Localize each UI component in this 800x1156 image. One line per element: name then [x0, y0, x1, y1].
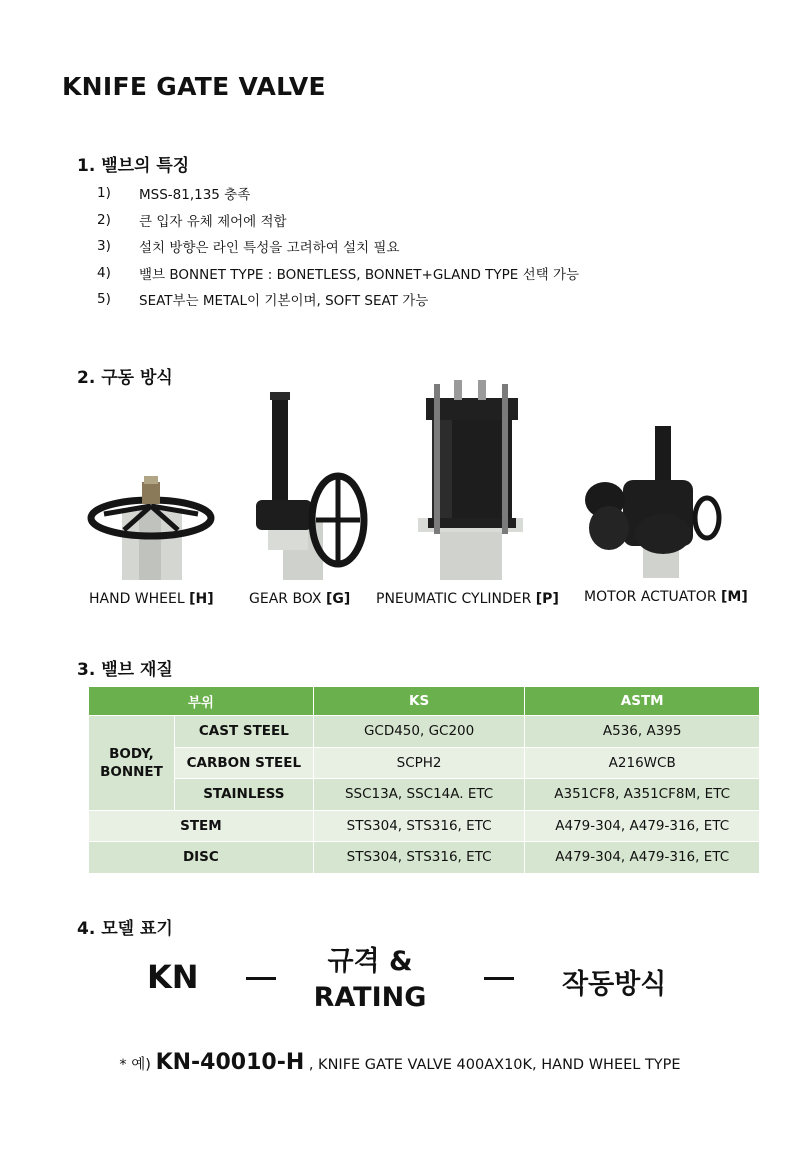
- actuator-name: HAND WHEEL: [89, 591, 185, 607]
- motor-actuator-image: [583, 424, 723, 578]
- list-item: [97, 180, 579, 207]
- rating-line2: RATING: [313, 982, 427, 1013]
- astm-cell: A536, A395: [525, 716, 760, 748]
- example-prefix: * 예): [119, 1057, 151, 1073]
- pneumatic-cylinder-image: [418, 380, 523, 580]
- header-ks: KS: [313, 687, 525, 716]
- table-row: [89, 747, 760, 779]
- astm-cell: A351CF8, A351CF8M, ETC: [525, 779, 760, 811]
- actuator-name: PNEUMATIC CYLINDER: [376, 591, 532, 607]
- table-row: [89, 842, 760, 874]
- actuator-label-pneumatic-cylinder: [376, 591, 559, 607]
- item-number: 3): [97, 238, 111, 255]
- actuator-code: [G]: [325, 591, 351, 607]
- part-cell: STAINLESS: [174, 779, 313, 811]
- part-cell: STEM: [89, 810, 314, 842]
- item-text: 설치 방향은 라인 특성을 고려하여 설치 필요: [139, 240, 400, 257]
- section3-heading: 3. 밸브 재질: [77, 660, 173, 680]
- item-text: 큰 입자 유체 제어에 적합: [139, 213, 287, 230]
- example-desc: , KNIFE GATE VALVE 400AX10K, HAND WHEEL TYPE: [308, 1057, 681, 1073]
- section1-heading: 1. 밸브의 특징: [77, 156, 190, 176]
- actuator-code: [H]: [189, 591, 214, 607]
- ks-cell: SCPH2: [313, 747, 525, 779]
- ks-cell: GCD450, GC200: [313, 716, 525, 748]
- model-part-operation: 작동방식: [562, 969, 667, 1000]
- item-number: 1): [97, 185, 111, 202]
- actuator-code: [M]: [721, 589, 748, 605]
- body-label-line1: BODY,: [109, 745, 154, 762]
- ks-cell: STS304, STS316, ETC: [313, 810, 525, 842]
- model-part-kn: KN: [147, 958, 199, 996]
- hand-wheel-image: [84, 470, 219, 580]
- material-table: [88, 686, 760, 874]
- actuator-label-motor-actuator: [584, 589, 748, 605]
- table-header-row: [89, 687, 760, 716]
- actuator-name: GEAR BOX: [249, 591, 322, 607]
- page-title: KNIFE GATE VALVE: [62, 72, 326, 101]
- list-item: [97, 260, 579, 287]
- actuator-name: MOTOR ACTUATOR: [584, 589, 717, 605]
- ks-cell: STS304, STS316, ETC: [313, 842, 525, 874]
- header-astm: ASTM: [525, 687, 760, 716]
- gear-box-image: [238, 390, 368, 580]
- actuator-code: [P]: [535, 591, 559, 607]
- table-row: [89, 810, 760, 842]
- model-dash: [484, 977, 514, 980]
- section4-heading: 4. 모델 표기: [77, 919, 173, 939]
- astm-cell: A216WCB: [525, 747, 760, 779]
- astm-cell: A479-304, A479-316, ETC: [525, 810, 760, 842]
- item-number: 2): [97, 211, 111, 228]
- header-part: 부위: [89, 687, 314, 716]
- table-row: [89, 716, 760, 748]
- item-number: 5): [97, 291, 111, 308]
- example-code: KN-40010-H: [155, 1050, 305, 1075]
- part-cell: DISC: [89, 842, 314, 874]
- model-example: [0, 1050, 800, 1075]
- item-number: 4): [97, 264, 111, 281]
- actuator-label-gear-box: [249, 591, 350, 607]
- astm-cell: A479-304, A479-316, ETC: [525, 842, 760, 874]
- actuator-label-hand-wheel: [89, 591, 214, 607]
- item-text: SEAT부는 METAL이 기본이며, SOFT SEAT 가능: [139, 293, 429, 310]
- model-dash: [246, 977, 276, 980]
- part-cell: CARBON STEEL: [174, 747, 313, 779]
- section2-heading: 2. 구동 방식: [77, 368, 173, 388]
- model-part-rating: [300, 944, 440, 1016]
- ks-cell: SSC13A, SSC14A. ETC: [313, 779, 525, 811]
- list-item: [97, 207, 579, 234]
- table-row: [89, 779, 760, 811]
- body-bonnet-label: [89, 716, 175, 811]
- list-item: [97, 233, 579, 260]
- feature-list: [97, 180, 579, 313]
- body-label-line2: BONNET: [100, 763, 163, 780]
- list-item: [97, 286, 579, 313]
- item-text: MSS-81,135 충족: [139, 187, 251, 204]
- rating-line1: 규격 &: [327, 946, 413, 977]
- part-cell: CAST STEEL: [174, 716, 313, 748]
- item-text: 밸브 BONNET TYPE : BONETLESS, BONNET+GLAND TYPE 선택 가능: [139, 266, 580, 283]
